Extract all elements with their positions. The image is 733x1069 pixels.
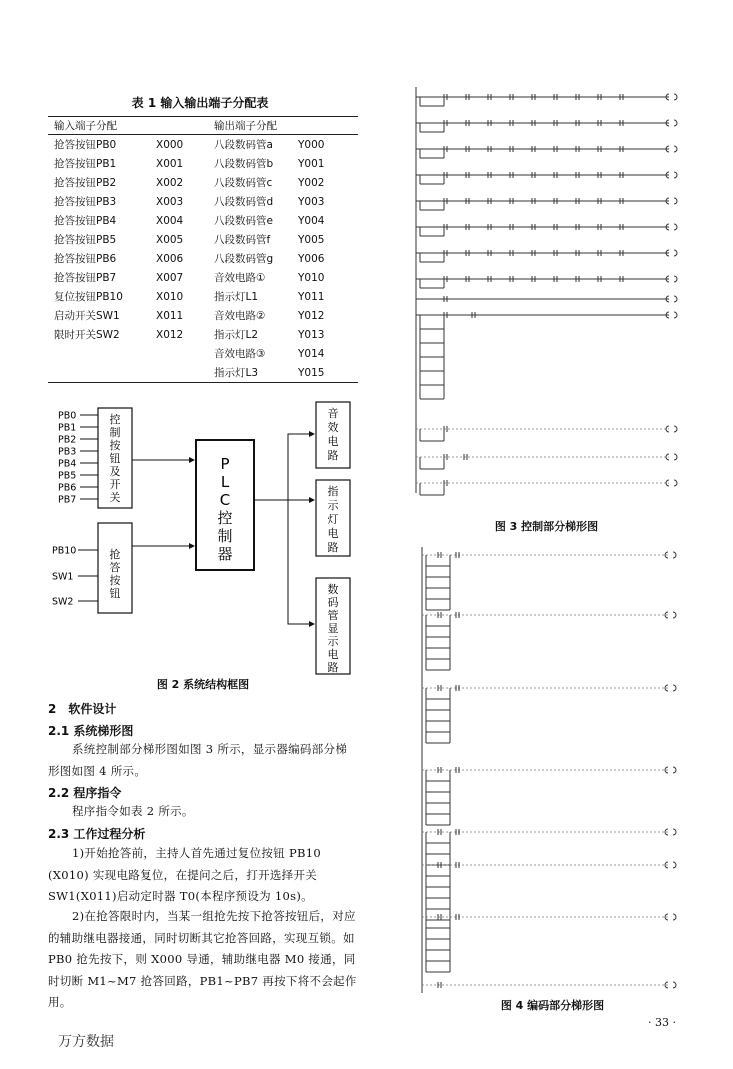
table-cell: Y003 [298,195,325,208]
table-cell: Y010 [298,271,325,284]
table-cell: X005 [156,233,184,246]
box-label-char: 按 [109,574,121,587]
table-cell: Y014 [298,347,325,360]
table-cell: Y006 [298,252,325,265]
table-row [48,192,358,211]
watermark-text: 万方数据 [58,1034,114,1050]
coil-symbol [674,454,677,460]
subsection-heading: 2.1 系统梯形图 [48,724,134,738]
table-cell: Y011 [298,290,325,303]
box-label-char: 路 [327,449,339,462]
box-label-char: 音 [327,407,339,420]
coil-symbol [674,480,677,486]
figure2-caption: 图 2 系统结构框图 [156,678,250,691]
table-row [48,135,358,155]
table-cell: 指示灯L3 [214,367,259,379]
table-cell: Y013 [298,328,325,341]
table-row [48,211,358,230]
box-label-char: 控 [217,509,233,527]
coil-symbol [674,312,677,318]
control-ladder-diagram [404,85,689,515]
box-label-char: 关 [109,491,121,504]
coil-symbol [673,767,676,773]
coil-symbol [674,296,677,302]
table-cell: Y015 [298,366,325,379]
box-label-char: 开 [109,478,121,491]
box-label-char: 指 [327,485,339,498]
paragraph: 1)开始抢答前，主持人首先通过复位按钮 PB10 (X010) 实现电路复位，在提问之后，打开选择开关 SW1(X011)启动定时器 T0(本程序预设为 10s)。 [48,846,321,903]
coil-symbol [674,426,677,432]
input-label: PB0 [58,410,77,422]
table-cell: 抢答按钮PB5 [54,234,117,246]
table-header-row [48,117,358,135]
coil-symbol [673,685,676,691]
table-cell: X001 [156,157,184,170]
table-cell [48,363,150,382]
subsection-heading: 2.2 程序指令 [48,786,122,800]
table-cell: X003 [156,195,184,208]
table-cell: 八段数码管b [214,158,274,170]
table-cell: 启动开关SW1 [54,310,120,322]
table-header: 输出端子分配 [208,117,292,135]
coil-symbol [673,612,676,618]
coil-symbol [674,120,677,126]
table-cell: Y004 [298,214,325,227]
coil-symbol [673,862,676,868]
table-row [48,173,358,192]
table-cell: 抢答按钮PB0 [54,139,117,151]
coil-symbol [673,914,676,920]
coil-symbol [673,982,676,988]
box-label-char: 显 [327,622,339,635]
table-cell: Y002 [298,176,325,189]
table-cell: 抢答按钮PB2 [54,177,117,189]
table-cell: Y012 [298,309,325,322]
table-cell: 指示灯L1 [214,291,259,303]
table-cell: 八段数码管f [214,234,271,246]
table-cell: 音效电路① [214,272,266,284]
table-cell: 八段数码管g [214,253,274,265]
table-cell: 八段数码管c [214,177,273,189]
coil-symbol [674,94,677,100]
box-label-char: 控 [109,413,121,426]
table-cell: X004 [156,214,184,227]
table-cell [150,344,208,363]
table-cell: 抢答按钮PB3 [54,196,117,208]
box-label-char: 制 [109,426,121,439]
box-label-char: C [219,491,231,509]
table-row [48,363,358,382]
table-cell: X000 [156,138,184,151]
table-cell: 八段数码管a [214,139,273,151]
table-cell: X006 [156,252,184,265]
coil-symbol [673,552,676,558]
input-label: PB10 [52,545,77,557]
input-label: PB7 [58,494,77,506]
input-label: PB6 [58,482,77,494]
system-block-diagram [48,396,358,676]
box-label-char: 管 [327,609,339,622]
table-cell: 复位按钮PB10 [54,291,123,303]
table-cell: 抢答按钮PB1 [54,158,117,170]
table-cell: X002 [156,176,184,189]
table-cell [150,363,208,382]
box-label-char: 按 [109,439,121,452]
paragraph: 系统控制部分梯形图如图 3 所示，显示器编码部分梯形图如图 4 所示。 [48,742,348,778]
table1-title: 表 1 输入输出端子分配表 [131,96,269,110]
input-label: PB3 [58,446,77,458]
table-cell: Y000 [298,138,325,151]
box-label-char: 数 [327,583,339,596]
box-label-char: 钮 [109,587,121,600]
table-row [48,325,358,344]
table-cell: Y005 [298,233,325,246]
section-heading: 2 软件设计 [48,702,117,716]
table-cell: X010 [156,290,184,303]
box-label-char: 灯 [327,513,339,526]
paragraph: 2)在抢答限时内，当某一组抢先按下抢答按钮后，对应的辅助继电器接通，同时切断其它抢答回路，实现互锁。如 PB0 抢先按下，则 X000 导通，辅助继电器 M0 接通，同时切断 M1~M7 抢答回路，PB1~PB7 再按下将不会起作用。 [48,909,357,1009]
table-cell: 八段数码管e [214,215,273,227]
coil-symbol [674,198,677,204]
coil-symbol [673,829,676,835]
input-label: PB1 [58,422,77,434]
table-cell: 限时开关SW2 [54,329,120,341]
box-label-char: 电 [327,435,339,448]
table-cell: 抢答按钮PB6 [54,253,117,265]
table-row [48,230,358,249]
table-header [292,117,358,135]
box-label-char: 电 [327,527,339,540]
box-label-char: 示 [327,499,339,512]
coil-symbol [674,276,677,282]
box-label-char: 钮 [109,452,121,465]
table-cell: 音效电路② [214,310,266,322]
table-cell: 指示灯L2 [214,329,259,341]
paragraph: 程序指令如表 2 所示。 [72,804,194,818]
table-cell: Y001 [298,157,325,170]
io-assignment-table [48,116,358,383]
box-label-char: 电 [327,648,339,661]
input-label: PB5 [58,470,77,482]
box-label-char: P [220,455,230,473]
coil-symbol [674,146,677,152]
coil-symbol [674,224,677,230]
input-label: SW2 [52,596,74,608]
table-cell: X007 [156,271,184,284]
table-cell: 抢答按钮PB4 [54,215,117,227]
coil-symbol [674,250,677,256]
input-label: PB4 [58,458,77,470]
table-row [48,268,358,287]
table-cell: 抢答按钮PB7 [54,272,117,284]
table-cell: 八段数码管d [214,196,274,208]
box-label-char: 效 [327,421,339,434]
table-row [48,287,358,306]
table-row [48,344,358,363]
table-cell [48,344,150,363]
box-label-char: 答 [109,561,121,574]
coil-symbol [674,172,677,178]
figure4-caption: 图 4 编码部分梯形图 [500,999,605,1012]
box-label-char: 制 [217,527,233,545]
box-label-char: 码 [327,596,339,609]
figure3-caption: 图 3 控制部分梯形图 [494,520,599,533]
table-cell: X012 [156,328,184,341]
table-row [48,154,358,173]
subsection-heading: 2.3 工作过程分析 [48,827,146,841]
table-header: 输入端子分配 [48,117,150,135]
box-label-char: 路 [327,541,339,554]
page-number: · 33 · [648,1016,676,1029]
table-row [48,249,358,268]
box-label-char: 及 [109,465,121,478]
table-cell: 音效电路③ [214,348,266,360]
input-label: SW1 [52,571,74,583]
input-label: PB2 [58,434,77,446]
table-cell: X011 [156,309,184,322]
box-label-char: 示 [327,635,339,648]
box-label-char: 器 [217,545,233,563]
table-header [150,117,208,135]
box-label-char: 抢 [109,548,121,561]
box-label-char: 路 [327,661,339,674]
encoding-ladder-diagram [410,545,695,993]
box-label-char: L [220,473,230,491]
table-row [48,306,358,325]
